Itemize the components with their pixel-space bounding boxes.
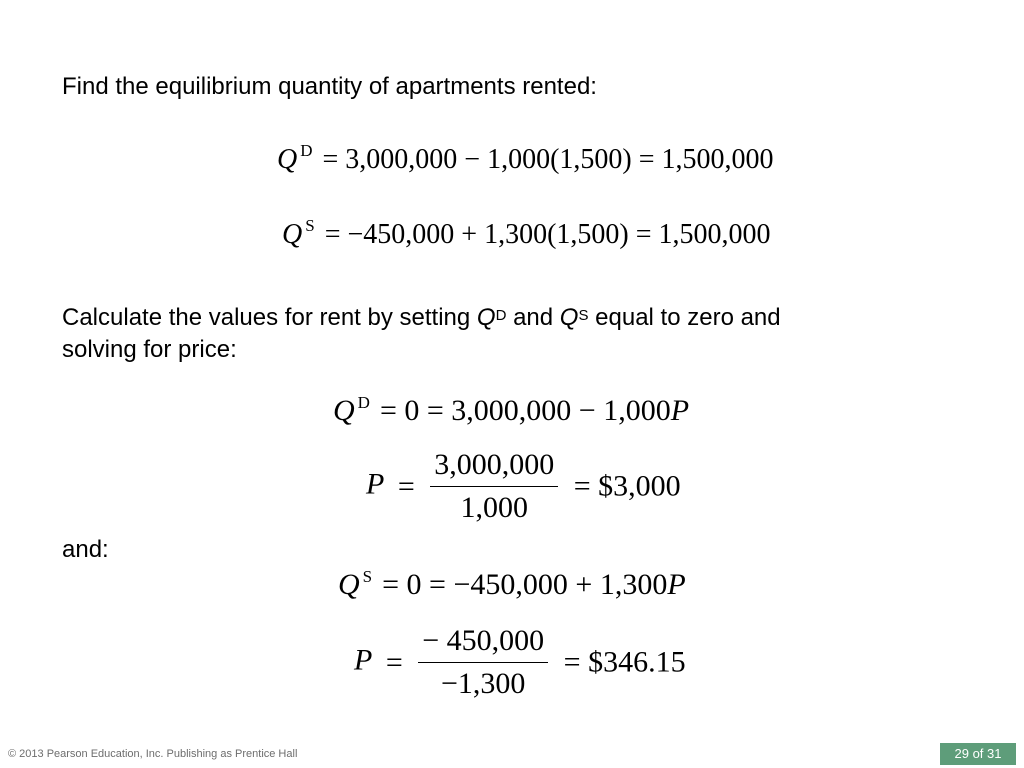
equation-superscript: D xyxy=(357,393,370,412)
page-number-badge: 29 of 31 xyxy=(940,743,1016,765)
equation-lhs: Q xyxy=(282,219,303,250)
and-label: and: xyxy=(62,536,109,563)
equation-variable: P xyxy=(667,568,686,601)
calc-sup-d: D xyxy=(495,307,507,324)
equation-lhs: P xyxy=(354,643,373,677)
fraction-denominator: 1,000 xyxy=(460,491,528,524)
calc-text-and: and xyxy=(506,304,560,331)
equation-middle: = 0 = −450,000 + 1,300 xyxy=(382,568,668,601)
equation-quantity-supplied xyxy=(282,216,771,250)
equation-supply-zero xyxy=(338,567,686,601)
calc-text-1: Calculate the values for rent by setting xyxy=(62,304,477,331)
fraction-numerator: 3,000,000 xyxy=(430,450,558,487)
calculate-line-2: solving for price: xyxy=(62,336,237,363)
equation-equals: = xyxy=(385,645,403,679)
equation-lhs: Q xyxy=(277,144,298,175)
calc-text-2: equal to zero and xyxy=(588,304,781,331)
fraction-numerator: − 450,000 xyxy=(418,626,548,663)
intro-text: Find the equilibrium quantity of apartments rented: xyxy=(62,73,597,100)
calc-q-supply: Q xyxy=(559,304,579,331)
calc-q-demand: Q xyxy=(476,304,496,331)
equation-superscript: S xyxy=(362,567,373,586)
equation-superscript: D xyxy=(300,141,313,160)
fraction-denominator: −1,300 xyxy=(441,667,526,700)
equation-price-supply xyxy=(354,626,686,699)
equation-middle: = 0 = 3,000,000 − 1,000 xyxy=(379,394,671,427)
equation-lhs: P xyxy=(366,467,385,501)
equation-superscript: S xyxy=(305,216,315,235)
equation-equals: = xyxy=(397,469,415,503)
equation-lhs: Q xyxy=(333,394,355,427)
fraction xyxy=(430,450,558,523)
equation-rhs: = 3,000,000 − 1,000(1,500) = 1,500,000 xyxy=(322,144,774,175)
equation-price-demand xyxy=(366,450,681,523)
equation-rhs: = −450,000 + 1,300(1,500) = 1,500,000 xyxy=(324,219,771,250)
equation-lhs: Q xyxy=(338,568,360,601)
equation-demand-zero xyxy=(333,393,690,427)
calculate-line-1 xyxy=(62,302,942,334)
fraction xyxy=(418,626,548,699)
equation-result: = $3,000 xyxy=(573,469,681,503)
equation-result: = $346.15 xyxy=(563,645,686,679)
equation-variable: P xyxy=(670,394,690,427)
copyright-footer: © 2013 Pearson Education, Inc. Publishing as Prentice Hall xyxy=(8,748,298,760)
calculate-instruction xyxy=(62,302,942,366)
equation-quantity-demanded xyxy=(277,141,774,175)
calc-sup-s: S xyxy=(578,307,589,324)
